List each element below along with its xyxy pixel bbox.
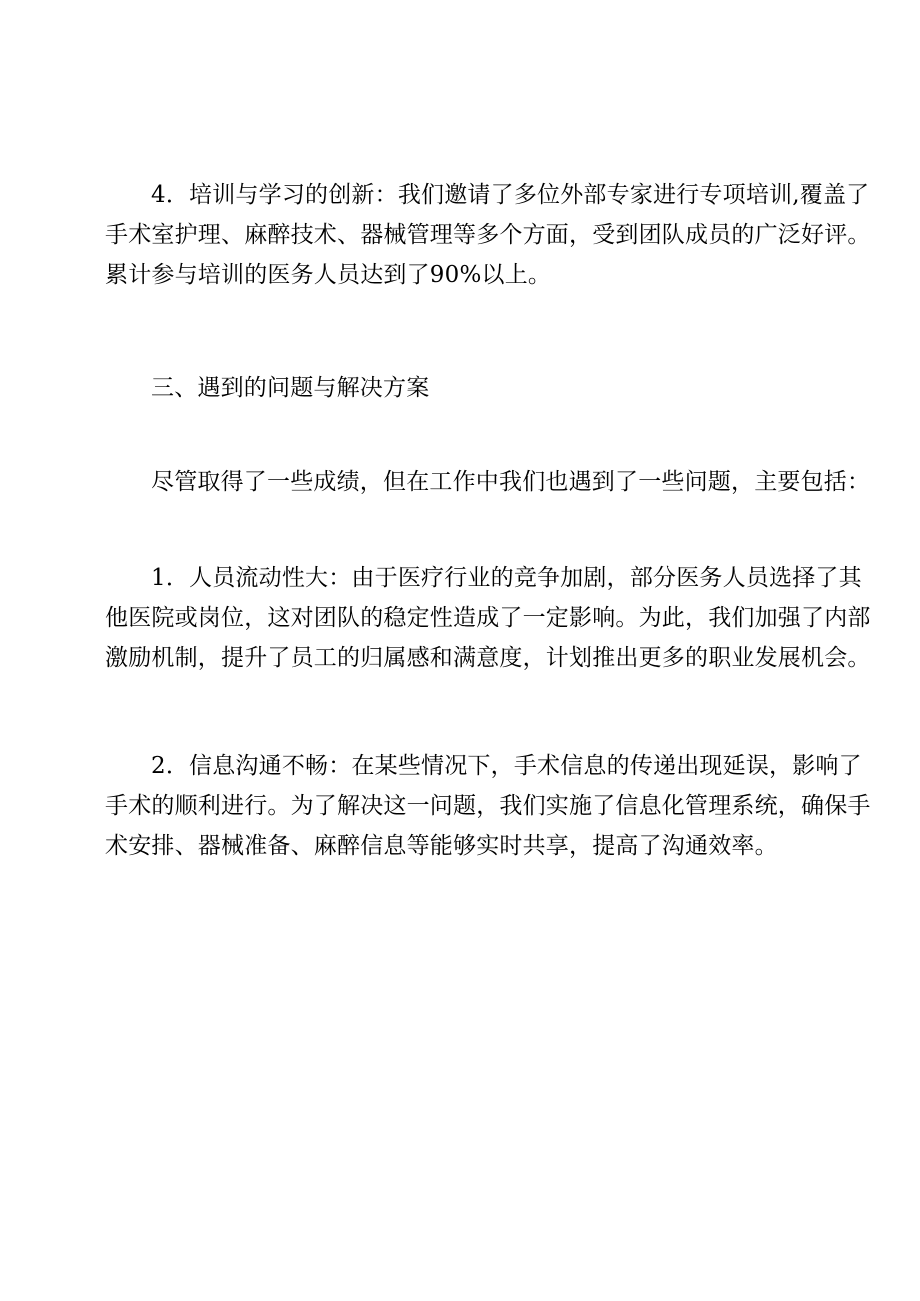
paragraph-line: 手术的顺利进行。为了解决这一问题，我们实施了信息化管理系统，确保手: [105, 793, 871, 819]
paragraph-problem-2: [105, 746, 871, 866]
heading-text: 三、遇到的问题与解决方案: [151, 375, 430, 401]
paragraph-line: 2．信息沟通不畅：在某些情况下，手术信息的传递出现延误，影响了: [151, 753, 862, 779]
paragraph-item-4: [105, 175, 871, 295]
paragraph-line: 尽管取得了一些成绩，但在工作中我们也遇到了一些问题，主要包括：: [151, 469, 871, 495]
paragraph-line: 术安排、器械准备、麻醉信息等能够实时共享，提高了沟通效率。: [105, 833, 778, 859]
paragraph-line: 他医院或岗位，这对团队的稳定性造成了一定影响。为此，我们加强了内部: [105, 605, 871, 631]
paragraph-line: 手术室护理、麻醉技术、器械管理等多个方面，受到团队成员的广泛好评。: [105, 222, 871, 248]
paragraph-line: 累计参与培训的医务人员达到了90%以上。: [105, 262, 552, 288]
paragraph-line: 1．人员流动性大：由于医疗行业的竞争加剧，部分医务人员选择了其: [151, 565, 862, 591]
paragraph-line: 4．培训与学习的创新：我们邀请了多位外部专家进行专项培训,覆盖了: [151, 182, 870, 208]
paragraph-intro: [105, 462, 871, 502]
paragraph-problem-1: [105, 558, 871, 678]
paragraph-line: 激励机制，提升了员工的归属感和满意度，计划推出更多的职业发展机会。: [105, 645, 871, 671]
section-heading: [105, 368, 825, 408]
